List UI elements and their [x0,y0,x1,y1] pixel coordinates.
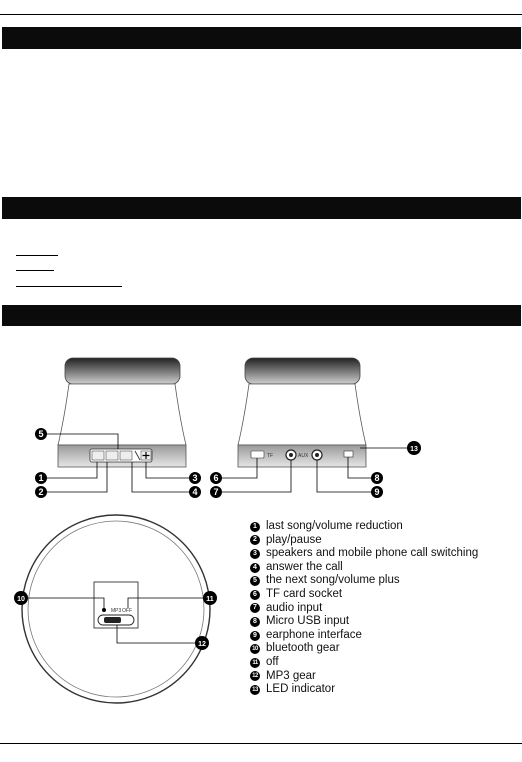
legend-number: 13 [250,685,260,695]
callout-6: 6 [213,473,219,483]
legend-number: 5 [250,576,260,586]
legend-number: 10 [250,644,260,654]
legend-item [250,683,478,697]
legend-number: 3 [250,549,260,559]
legend-label: off [266,655,279,668]
legend-item [250,520,478,534]
legend-label: speakers and mobile phone call switching [266,547,479,560]
callout-3: 3 [192,473,198,483]
legend-number: 2 [250,535,260,545]
switch-off-label: OFF [122,608,132,614]
legend-label: MP3 gear [266,669,316,682]
legend-list [250,520,478,697]
speaker-bottom-view [22,515,210,703]
legend-label: Micro USB input [266,615,350,628]
legend-item [250,642,478,656]
legend-number: 7 [250,603,260,613]
legend-label: the next song/volume plus [266,574,400,587]
legend-label: answer the call [266,560,343,573]
callout-5: 5 [38,429,44,439]
callout-12: 12 [198,641,206,648]
callout-10: 10 [17,596,25,603]
legend-number: 9 [250,631,260,641]
svg-text:AUX: AUX [298,453,309,459]
speaker-back-view [238,358,366,467]
legend-item [250,574,478,588]
legend-label: bluetooth gear [266,642,340,655]
legend-number: 4 [250,563,260,573]
legend-item [250,561,478,575]
switch-mp3-label: MP3 [111,608,122,614]
legend-number: 6 [250,590,260,600]
callout-1: 1 [38,473,44,483]
legend-item [250,629,478,643]
speaker-front-view [58,358,186,467]
callout-9: 9 [374,487,380,497]
legend-number: 12 [250,671,260,681]
legend-number: 8 [250,617,260,627]
svg-text:TF: TF [267,453,274,459]
legend-item [250,534,478,548]
legend-label: LED indicator [266,683,336,696]
legend-label: play/pause [266,533,322,546]
legend-label: earphone interface [266,628,362,641]
callout-2: 2 [38,487,44,497]
callout-8: 8 [374,473,380,483]
legend-label: audio input [266,601,323,614]
legend-number: 1 [250,522,260,532]
callout-7: 7 [213,487,219,497]
legend-item [250,670,478,684]
legend-item [250,547,478,561]
callout-13: 13 [410,446,418,453]
legend-label: last song/volume reduction [266,520,403,532]
legend-number: 11 [250,658,260,668]
legend-item [250,588,478,602]
callout-11: 11 [206,596,214,603]
legend-item [250,615,478,629]
legend-item [250,656,478,670]
legend-item [250,602,478,616]
callout-4: 4 [192,487,198,497]
legend-label: TF card socket [266,587,343,600]
